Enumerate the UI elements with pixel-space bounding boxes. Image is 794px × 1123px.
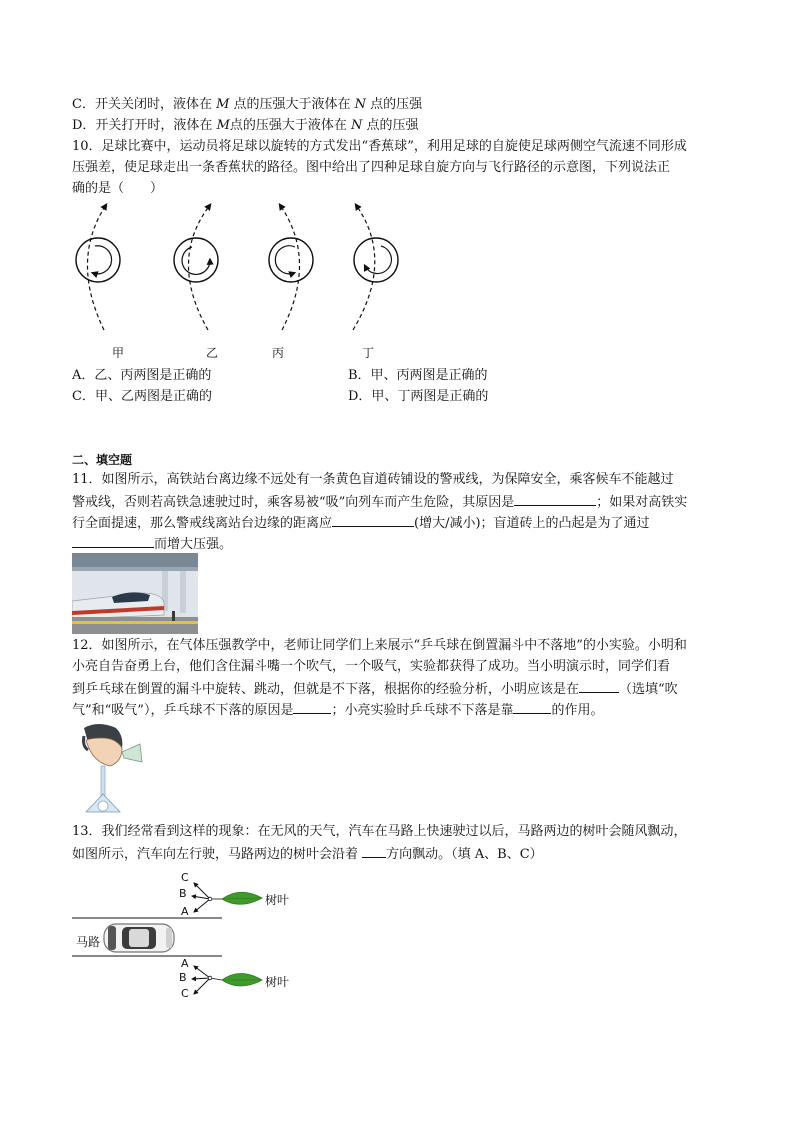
answer-blank[interactable]	[513, 699, 551, 714]
high-speed-train-photo	[72, 553, 198, 634]
section-title: 二、填空题	[72, 453, 133, 467]
q10-option-d: D．甲、丁两图是正确的	[348, 389, 489, 404]
q12-stem-line1: 12．如图所示，在气体压强教学中，老师让同学们上来展示“乒乓球在倒置漏斗中不落地”的小实验。小明和	[72, 638, 687, 653]
q13-stem-line1: 13．我们经常看到这样的现象：在无风的天气，汽车在马路上快速驶过以后，马路两边的树叶会随风飘动，	[72, 824, 687, 839]
label-top-c: C	[181, 871, 189, 884]
q11-stem-line3: 行全面提速，那么警戒线离站台边缘的距离应 (增大/减小)；盲道砖上的凸起是为了通过	[72, 512, 650, 534]
diagram-ding	[353, 205, 398, 330]
answer-blank[interactable]	[362, 843, 386, 858]
fig-label-bing: 丙	[272, 346, 285, 360]
q13-stem-line2: 如图所示，汽车向左行驶，马路两边的树叶会沿着 方向飘动。（填 A、B、C）	[72, 843, 543, 865]
answer-blank[interactable]	[579, 678, 619, 693]
label-top-a: A	[181, 905, 189, 918]
answer-blank[interactable]	[332, 512, 414, 527]
label-top-b: B	[179, 887, 187, 900]
diagram-bing	[269, 205, 313, 330]
q10-stem-line1: 10．足球比赛中，运动员将足球以旋转的方式发出“香蕉球”，利用足球的自旋使足球两侧空气流速不同形成	[72, 139, 687, 154]
fig-label-yi: 乙	[206, 346, 219, 360]
q11-stem-line1: 11．如图所示，高铁站台离边缘不远处有一条黄色盲道砖铺设的警戒线，为保障安全，乘客候车不能越过	[72, 472, 674, 487]
road-label: 马路	[76, 935, 101, 949]
q12-stem-line2: 小亮自告奋勇上台，他们含住漏斗嘴一个吹气，一个吸气，实验都获得了成功。当小明演示时，同学们看	[72, 659, 671, 674]
top-leaf-group	[192, 883, 262, 912]
label-bottom-b: B	[179, 971, 187, 984]
q11-stem-line2: 警戒线，否则若高铁急速驶过时，乘客易被“吸”向列车而产生危险，其原因是 ；如果对高铁实	[72, 491, 687, 513]
q9-option-c: C．开关关闭时，液体在 M 点的压强大于液体在 N 点的压强	[72, 97, 423, 112]
answer-blank[interactable]	[293, 699, 331, 714]
q10-stem-line3: 确的是（ ）	[72, 181, 164, 196]
q10-stem-line2: 压强差，使足球走出一条香蕉状的路径。图中给出了四种足球自旋方向与飞行路径的示意图，下列说法正	[72, 160, 671, 175]
leaf-label-top: 树叶	[265, 893, 290, 907]
diagram-yi	[174, 205, 218, 330]
bottom-leaf-group	[192, 966, 262, 994]
q10-option-c: C．甲、乙两图是正确的	[72, 389, 212, 404]
fig-label-jia: 甲	[112, 346, 125, 360]
q10-football-diagram	[60, 200, 420, 345]
q9-option-d: D．开关打开时，液体在 M点的压强大于液体在 N 点的压强	[72, 118, 419, 133]
label-bottom-a: A	[181, 957, 189, 970]
car-icon	[104, 924, 174, 952]
q10-option-a: A．乙、丙两图是正确的	[72, 368, 212, 383]
label-bottom-c: C	[181, 987, 189, 1000]
q12-stem-line4: 气”和“吸气”），乒乓球不下落的原因是 ；小亮实验时乒乓球不下落是靠 的作用。	[72, 699, 603, 721]
diagram-jia	[76, 205, 120, 330]
funnel-experiment-illustration	[72, 722, 148, 820]
fig-label-ding: 丁	[362, 346, 375, 360]
q11-stem-line4: 而增大压强。	[72, 533, 232, 555]
answer-blank[interactable]	[514, 491, 596, 506]
answer-blank[interactable]	[72, 533, 154, 548]
leaf-label-bottom: 树叶	[265, 975, 290, 989]
q10-option-b: B．甲、丙两图是正确的	[348, 368, 488, 383]
q12-stem-line3: 到乒乓球在倒置的漏斗中旋转、跳动，但就是不下落，根据你的经验分析，小明应该是在 （选填“吹	[72, 678, 678, 700]
